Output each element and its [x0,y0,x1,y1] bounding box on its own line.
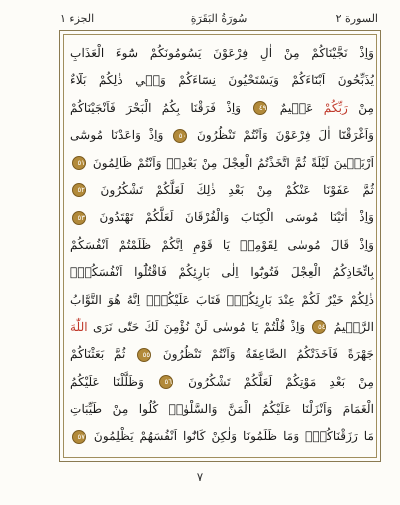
text-line [70,204,374,231]
divine-name-text: اللّٰهَ [70,319,88,334]
text-line [70,369,374,396]
verse-text: وَاَغْرَقْنَٓا اٰلَ فِرْعَوْنَ وَاَنْتُمْ تَنْظُرُونَ [189,128,374,143]
ayah-number-marker: ٤٩ [253,101,267,115]
text-line [70,314,374,341]
text-line [70,150,374,177]
verse-text: مَا رَزَقْنَاكُمْۜ وَمَا ظَلَمُونَا وَلٰكِنْ كَانُٓوا اَنْفُسَهُمْ يَظْلِمُونَ [88,429,374,444]
ayah-number-marker: ٥٧ [72,430,86,444]
text-line [70,259,374,286]
verse-text: وَاِذْ قَالَ مُوسٰى لِقَوْمِه۪ يَا قَوْمِ اِنَّكُمْ ظَلَمْتُمْ اَنْفُسَكُمْ [70,237,374,252]
verse-text: يُذَبِّحُونَ اَبْنَٓاءَكُمْ وَيَسْتَحْيُونَ نِسَٓاءَكُمْ وَف۪ي ذٰلِكُمْ بَلَٓاءٌ [70,73,374,88]
text-line [70,396,374,423]
verse-text: ثُمَّ بَعَثْنَاكُمْ [70,347,136,362]
ayah-number-marker: ٥٠ [173,129,187,143]
verse-text: الرَّح۪يمُ [328,319,374,334]
surah-number-label: السورة ٢ [335,12,378,25]
verse-text: وَاِذْ قُلْتُمْ يَا مُوسٰى لَنْ نُؤْمِنَ لَكَ حَتّٰى نَرَى [87,319,311,334]
verse-text: وَظَلَّلْنَا عَلَيْكُمُ [70,374,158,389]
ayah-number-marker: ٥٦ [159,375,173,389]
text-line [70,40,374,67]
text-line [70,67,374,94]
text-line [70,423,374,450]
verse-text: وَاِذْ اٰتَيْنَا مُوسَى الْكِتَابَ وَالْفُرْقَانَ لَعَلَّكُمْ تَهْتَدُونَ [88,210,374,225]
quran-text-block [70,40,374,454]
ayah-number-marker: ٥٥ [137,348,151,362]
verse-text: بِاتِّخَاذِكُمُ الْعِجْلَ فَتُوبُٓوا اِلٰى بَارِئِكُمْ فَاقْتُلُٓوا اَنْفُسَكُمْۜ [70,265,374,280]
verse-text: وَاِذْ نَجَّيْنَاكُمْ مِنْ اٰلِ فِرْعَوْنَ يَسُومُونَكُمْ سُٓوءَ الْعَذَابِ [70,46,374,60]
verse-text: الْغَمَامَ وَاَنْزَلْنَا عَلَيْكُمُ الْمَنَّ وَالسَّلْوٰىۜ كُلُوا مِنْ طَيِّبَاتِ [70,402,374,417]
verse-text: وَاِذْ وَاعَدْنَا مُوسٰٓى [70,128,172,143]
juz-label: الجزء ١ [60,12,95,25]
ayah-number-marker: ٥٤ [312,320,326,334]
divine-name-text: رَبِّكُمْ [323,100,348,115]
text-line [70,232,374,259]
verse-text: وَاِذْ فَرَقْنَا بِكُمُ الْبَحْرَ فَاَنْجَيْنَاكُمْ [70,100,252,115]
verse-text: اَرْبَع۪ينَ لَيْلَةً ثُمَّ اتَّخَذْتُمُ الْعِجْلَ مِنْ بَعْدِه۪ وَاَنْتُمْ ظَالِمُونَ [88,155,374,170]
verse-text: ذٰلِكُمْ خَيْرٌ لَكُمْ عِنْدَ بَارِئِكُمْۜ فَتَابَ عَلَيْكُمْۜ اِنَّهُ هُوَ التَّوَّابُ [70,292,374,307]
text-line [70,122,374,149]
text-line [70,287,374,314]
text-line [70,95,374,122]
surah-name-title: سُورَةُ البَقَرَةِ [190,12,248,25]
verse-text: جَهْرَةً فَاَخَذَتْكُمُ الصَّاعِقَةُ وَاَنْتُمْ تَنْظُرُونَ [153,347,374,362]
text-line [70,177,374,204]
verse-text: مِنْ [347,100,374,115]
ayah-number-marker: ٥٣ [72,211,86,225]
ayah-number-marker: ٥١ [72,156,86,170]
text-line [70,341,374,368]
verse-text: مِنْ بَعْدِ مَوْتِكُمْ لَعَلَّكُمْ تَشْكُرُونَ [175,374,374,389]
verse-text: عَظ۪يمٌ [269,100,324,115]
ayah-number-marker: ٥٢ [72,183,86,197]
verse-text: ثُمَّ عَفَوْنَا عَنْكُمْ مِنْ بَعْدِ ذٰلِكَ لَعَلَّكُمْ تَشْكُرُونَ [88,182,374,197]
page-number: ٧ [196,470,204,484]
page-header [60,10,378,30]
